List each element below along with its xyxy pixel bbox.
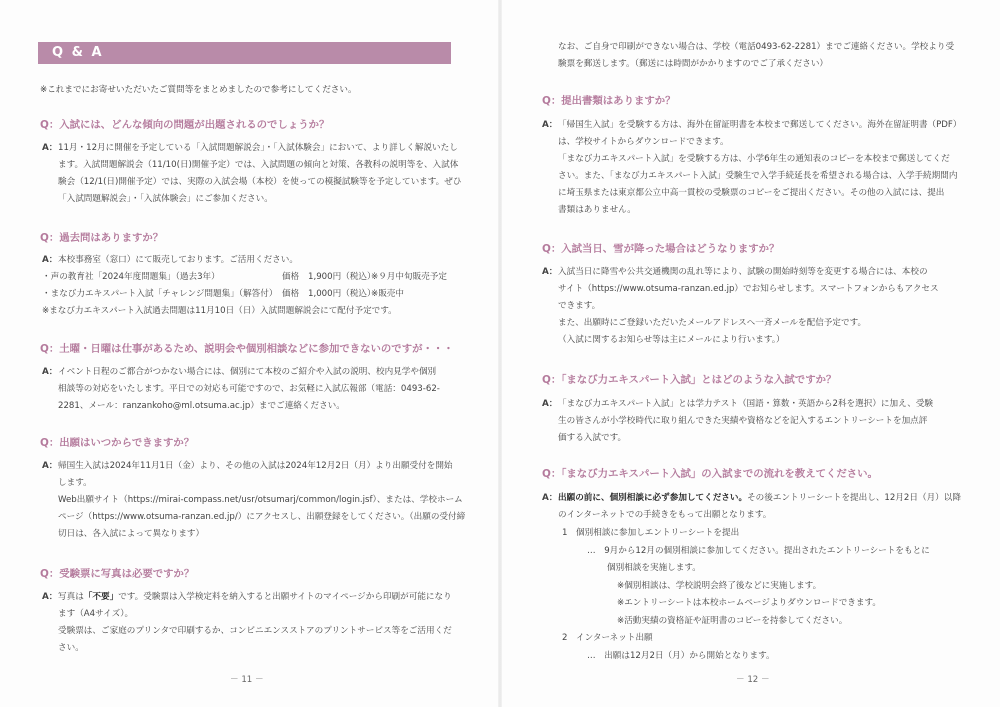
price-label: 価格 — [282, 272, 300, 282]
answer-line: 験票を郵送します。（郵送には時間がかかりますのでご了承ください） — [558, 59, 829, 69]
answer-line: に埼玉県または東京都公立中高一貫校の受験票のコピーをご提出ください。その他の入試には、提出 — [558, 188, 945, 198]
answer-line: 受験票は、ご家庭のプリンタで印刷するか、コンビニエンスストアのプリントサービス等をご活用くだ — [58, 626, 452, 636]
answer-rest: その後エントリーシートを提出し、12月2日（月）以降 — [747, 493, 961, 503]
price-label: 価格 — [282, 289, 300, 299]
answer-label: A： — [42, 367, 58, 377]
answer-rest: です。受験票は入学検定料を納入すると出願サイトのマイページから印刷が可能になり — [118, 592, 452, 602]
answer-7 — [558, 264, 939, 349]
answer-line: のインターネットでの手続きをもって出願となります。 — [558, 510, 772, 520]
answer-line: 書類はありません。 — [558, 205, 636, 215]
price-value: 1,900円（税込） — [308, 272, 376, 282]
answer-line: 「入試問題解説会」・「入試体験会」にご参加ください。 — [58, 194, 273, 204]
product-name: ・まなび力エキスパート入試「チャレンジ問題集」（解答付） — [42, 289, 278, 299]
answer-line: 生の皆さんが小学校時代に取り組んできた実績や資格などを記入するエントリーシートを加点評 — [558, 416, 928, 426]
answer-line: 「まなび力エキスパート入試」とは学力テスト（国語・算数・英語から2科を選択）に加え、受験 — [558, 399, 934, 409]
answer-5 — [58, 589, 452, 657]
answer-bold-lead: 出願の前に、個別相談に必ず参加してください。 — [558, 493, 748, 503]
flow-step-text: … 9月から12月の個別相談に参加してください。提出されたエントリーシートをもとに — [587, 545, 930, 556]
question-6: Q：提出書類はありますか？ — [542, 95, 676, 107]
flow-step-text: ※活動実績の資格証や証明書のコピーを持参してください。 — [617, 615, 848, 626]
question-1: Q：入試には、どんな傾向の問題が出題されるのでしょうか？ — [40, 119, 330, 131]
answer-line: さい。 — [58, 643, 84, 653]
flow-step-text: 個別相談を実施します。 — [607, 563, 701, 573]
answer-line — [558, 490, 961, 507]
answer-lead: 写真は — [58, 592, 84, 602]
answer-line: 切日は、各入試によって異なります） — [58, 529, 205, 539]
answer-4 — [58, 458, 465, 543]
page-right — [500, 0, 1000, 707]
answer-line: イベント日程のご都合がつかない場合には、個別にて本校のご紹介や入試の説明、校内見学や個別 — [58, 367, 437, 377]
answer-line: Web出願サイト（https://mirai-compass.net/usr/otsumarj/common/login.jsf）、または、学校ホーム — [58, 495, 463, 505]
answer-label: A： — [42, 592, 58, 602]
answer-line: なお、ご自身で印刷ができない場合は、学校（電話0493-62-2281）までご連絡ください。学校より受 — [558, 42, 955, 52]
question-4: Q：出願はいつからできますか？ — [40, 437, 195, 449]
answer-6 — [558, 117, 961, 219]
answer-line: ます。入試問題解説会（11/10(日)開催予定）では、入試問題の傾向と対策、各教科の説明等を、入試体 — [58, 160, 459, 170]
answer-line: 「まなび力エキスパート入試」を受験する方は、小学6年生の通知表のコピーを本校まで郵送してくだ — [558, 154, 950, 164]
flow-step-text: … 出願は12月2日（月）から開始となります。 — [587, 650, 775, 661]
answer-8 — [558, 396, 933, 447]
question-5: Q：受験票に写真は必要ですか？ — [40, 568, 195, 580]
product-name: ・声の教育社「2024年度問題集」（過去3年） — [42, 272, 220, 282]
question-2: Q：過去問はありますか？ — [40, 232, 164, 244]
answer-line: 帰国生入試は2024年11月1日（金）より、その他の入試は2024年12月2日（月）より出願受付を開始 — [58, 461, 453, 471]
section-header: Q & A — [38, 42, 451, 64]
answer-label: A： — [542, 267, 558, 277]
answer-line: 験会（12/1(日)開催予定）では、実際の入試会場（本校）を使っての模擬試験等を予定しています。ぜひ — [58, 177, 462, 187]
answer-line: サイト（https://www.otsuma-ranzan.ed.jp）でお知らせします。スマートフォンからもアクセス — [558, 284, 939, 294]
answer-line: 本校事務室（窓口）にて販売しております。ご活用ください。 — [58, 255, 298, 265]
price-value: 1,000円（税込） — [308, 289, 376, 299]
question-3: Q：土曜・日曜は仕事があるため、説明会や個別相談などに参加できないのですが・・・ — [40, 343, 454, 355]
flow-step-text: ※個別相談は、学校説明会終了後などに実施します。 — [617, 580, 822, 591]
answer-line: （入試に関するお知らせ等は主にメールにより行います。） — [558, 335, 785, 345]
answer-2 — [58, 252, 298, 269]
answer-line: は、学校サイトからダウンロードできます。 — [558, 137, 729, 147]
answer-line: 2281、メール：ranzankoho@ml.otsuma.ac.jp）までご連絡ください。 — [58, 401, 345, 411]
answer-label: A： — [542, 493, 558, 503]
question-7: Q：入試当日、雪が降った場合はどうなりますか？ — [542, 243, 780, 255]
answer-line: 価する入試です。 — [558, 433, 627, 443]
answer-line: できます。 — [558, 301, 601, 311]
flow-step-text: 1 個別相談に参加しエントリーシートを提出 — [562, 528, 740, 538]
answer-1 — [58, 140, 461, 208]
answer-line: 11月・12月に開催を予定している「入試問題解説会」・「入試体験会」において、より詳しく解説いたし — [58, 143, 458, 153]
continued-answer — [558, 39, 954, 73]
page-number-right: － 12 － — [736, 675, 770, 685]
answer-line: ページ（https://www.otsuma-ranzan.ed.jp/）にアクセスし、出願登録をしてください。（出願の受付締 — [58, 512, 466, 522]
answer-9 — [558, 490, 961, 524]
answer-line: また、出願時にご登録いただいたメールアドレスへ一斉メールを配信予定です。 — [558, 318, 867, 328]
answer-line: 「帰国生入試」を受験する方は、海外在留証明書を本校まで郵送してください。海外在留証明書（PDF） — [558, 120, 962, 130]
page-number-left: － 11 － — [230, 675, 264, 685]
answer-label: A： — [42, 461, 58, 471]
answer-label: A： — [542, 120, 558, 130]
answer-label: A： — [42, 143, 58, 153]
intro-text: ※これまでにお寄せいただいたご質問等をまとめましたので参考にしてください。 — [40, 85, 357, 95]
answer-line: 入試当日に降雪や公共交通機関の乱れ等により、試験の開始時刻等を変更する場合には、本校の — [558, 267, 928, 277]
answer-line: します。 — [58, 478, 92, 488]
answer-label: A： — [542, 399, 558, 409]
flow-step-text: 2 インターネット出願 — [562, 633, 653, 643]
answer-line: さい。また、「まなび力エキスパート入試」受験生で入学手続延長を希望される場合は、入学手続期間内 — [558, 171, 958, 181]
answer-3 — [58, 364, 440, 415]
answer-line — [58, 589, 452, 606]
answer-label: A： — [42, 255, 58, 265]
past-exam-note-text: ※まなび力エキスパート入試過去問題は11月10日（日）入試問題解説会にて配付予定です。 — [42, 306, 397, 316]
question-8: Q：「まなび力エキスパート入試」とはどのような入試ですか？ — [542, 374, 837, 386]
flow-step-text: ※エントリーシートは本校ホームページよりダウンロードできます。 — [617, 598, 881, 608]
photo-not-required: 「不要」 — [83, 592, 119, 602]
price-note: ※販売中 — [371, 289, 404, 299]
answer-line: ます（A4サイズ）。 — [58, 609, 134, 619]
answer-line: 相談等の対応をいたします。平日での対応も可能ですので、お気軽に入試広報部（電話：0493-62- — [58, 384, 440, 394]
question-9: Q：「まなび力エキスパート入試」の入試までの流れを教えてください。 — [542, 468, 878, 480]
price-note: ※９月中旬販売予定 — [371, 272, 447, 282]
